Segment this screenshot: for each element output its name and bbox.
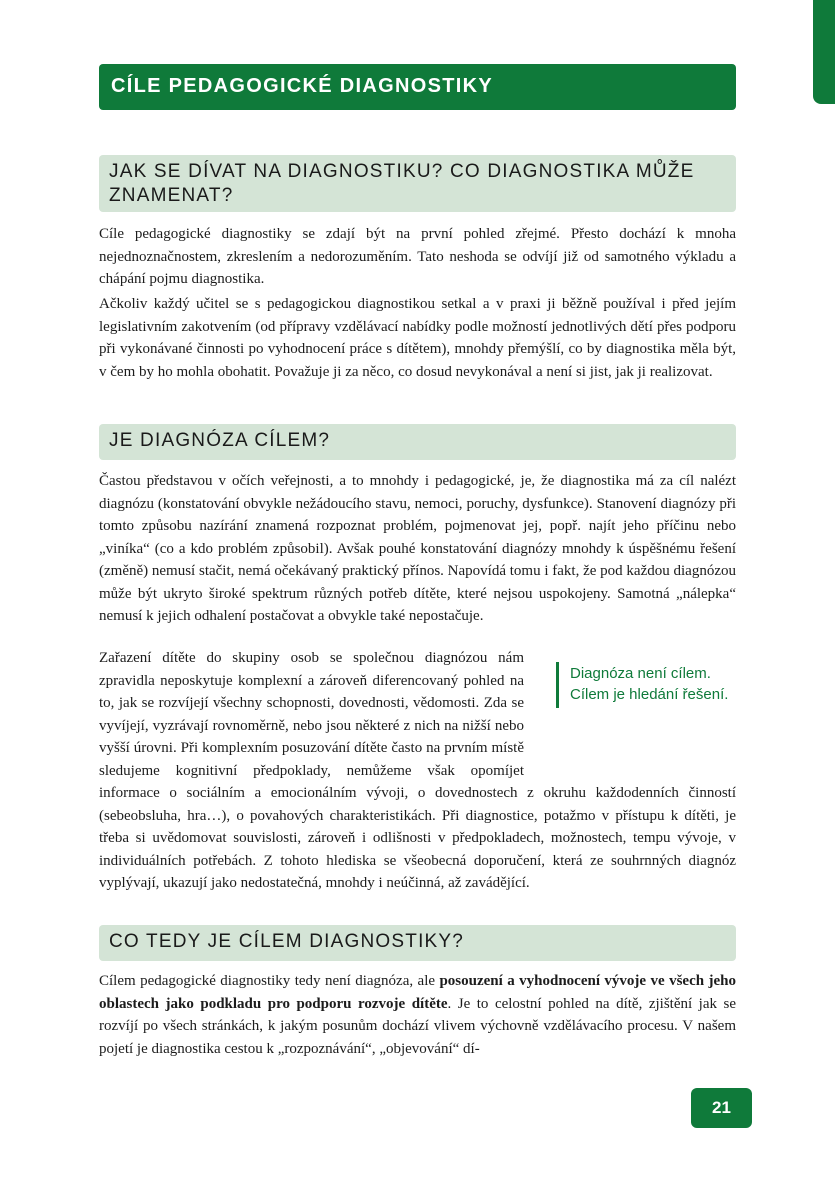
section-heading-diagnostics-goal: CO TEDY JE CÍLEM DIAGNOSTIKY? <box>99 925 736 961</box>
page-number: 21 <box>691 1088 752 1128</box>
chapter-edge-tab <box>813 0 835 104</box>
callout-quote: Diagnóza není cílem. Cílem je hledání řešení. <box>556 662 734 708</box>
section-heading-diagnosis-goal: JE DIAGNÓZA CÍLEM? <box>99 424 736 460</box>
paragraph: Zařazení dítěte do skupiny osob se společnou diagnózou nám zpravidla neposkytuje komplexní a zároveň diferencovaný pohled na to, jak se rozvíjejí všechny schopnosti, dovednosti, vědomosti. Zda se vyvíjejí, vyzrávají rovnoměrně, nebo jsou některé z nich na nižší nebo vyšší úrovni. Při komplexním posuzování dítěte často na prvním místě sledujeme kognitivní předpoklady, nemůžeme však opomíjet informace o sociálním a emocionálním vývoji, o dovednostech z okruhu každodenních činností (sebeobsluha, hra…), o povahových charakteristikách. Při diagnostice, potažmo v přístupu k dítěti, je třeba si uvědomovat souvislosti, zároveň i odlišnosti v předpokladech, možnostech, tempu vývoje, v individuálních potřebách. Z tohoto hlediska se všeobecná doporučení, která ze souhrnných diagnóz vyplývají, ukazují jako nedostatečná, mnohdy i neúčinná, až zavádějící. <box>99 650 736 891</box>
paragraph-lead: Cílem pedagogické diagnostiky tedy není diagnóza, ale <box>99 973 440 989</box>
paragraph: Ačkoliv každý učitel se s pedagogickou diagnostikou setkal a v praxi ji běžně používal i před jejím legislativním zakotvením (od přípravy vzdělávací nabídky podle možností jednotlivých dětí přes podporu při vykonávané činnosti po vyhodnocení práce s dítětem), mnohdy přemýšlí, co by diagnostika měla být, v čem by ho mohla obohatit. Považuje ji za něco, co dosud nevykonával a není si jist, jak ji realizovat. <box>99 296 736 380</box>
paragraph-emphasis: posouzení a vyhodnocení vývoje ve všech jeho oblastech jako podkladu pro podporu rozvoje dítěte <box>99 973 736 1012</box>
paragraph: Cíle pedagogické diagnostiky se zdají být na první pohled zřejmé. Přesto dochází k mnoha nejednoznačnostem, zkreslením a nedorozuměním. Tato neshoda se odvíjí již od samotného výkladu a chápání pojmu diagnostika. <box>99 226 736 287</box>
page-title: CÍLE PEDAGOGICKÉ DIAGNOSTIKY <box>99 64 736 110</box>
paragraph: Častou představou v očích veřejnosti, a to mnohdy i pedagogické, je, že diagnostika má za cíl nalézt diagnózu (konstatování obvykle nežádoucího stavu, nemoci, poruchy, dysfunkce). Stanovení diagnózy při tomto způsobu nazírání znamená rozpoznat problém, pojmenovat jej, popř. najít jeho příčinu nebo „viníka“ (co a kdo problém způsobil). Avšak pouhé konstatování diagnózy mnohdy k úspěšnému řešení (změně) nemusí stačit, nemá očekávaný praktický přínos. Napovídá tomu i fakt, že pod každou diagnózou může být ukryto široké spektrum různých potřeb dítěte, které nejsou uspokojeny. Samotná „nálepka“ nemusí k jejich odhalení postačovat a obvykle také nepostačuje. <box>99 473 736 624</box>
paragraph <box>99 970 736 1060</box>
section-heading-diagnostics-meaning: JAK SE DÍVAT NA DIAGNOSTIKU? CO DIAGNOSTIKA MŮŽE ZNAMENAT? <box>99 155 736 212</box>
paragraph-tail: . Je to celostní pohled na dítě, zjištění jak se rozvíjí po všech stránkách, k jakým posunům dochází vlivem výchovně vzdělávacího procesu. V našem pojetí je diagnostika cestou k „rozpoznávání“, „objevování“ dí- <box>99 995 736 1057</box>
